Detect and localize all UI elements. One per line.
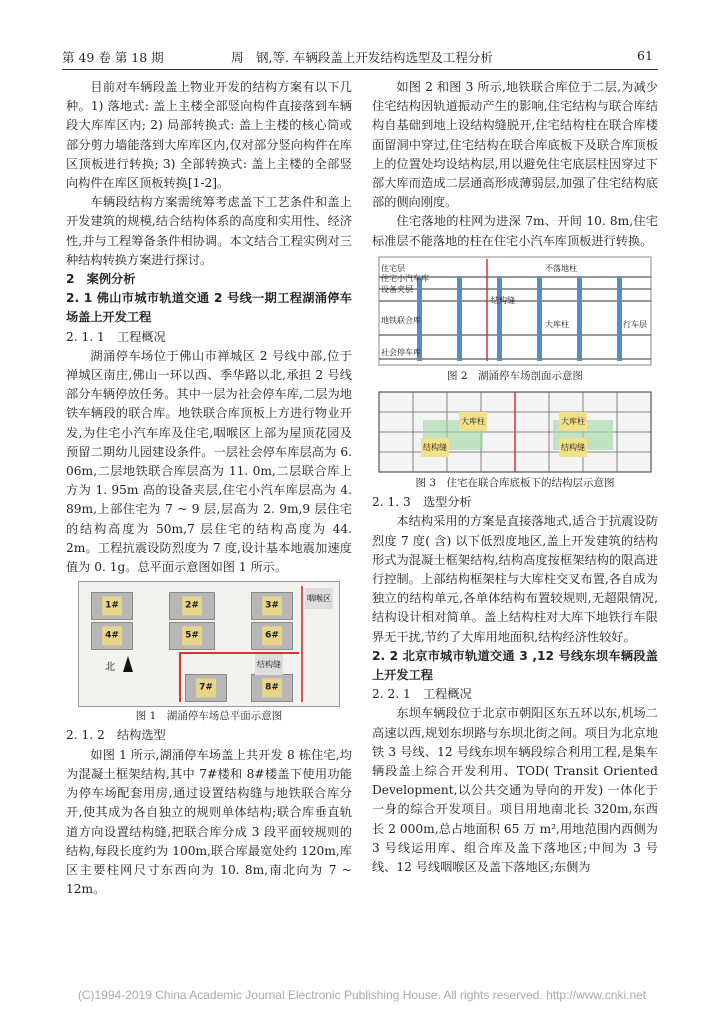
joint-label: 结构缝 <box>255 654 283 675</box>
label-joint-1: 结构缝 <box>421 438 449 457</box>
label-depot-column: 大库柱 <box>545 319 569 329</box>
figure-3-caption: 图 3 住宅在联合库底板下的结构层示意图 <box>415 477 615 490</box>
subsubsection-heading: 2. 2. 1 工程概况 <box>372 687 472 702</box>
building-1 <box>91 592 133 620</box>
running-title: 周 钢,等. 车辆段盖上开发结构选型及工程分析 <box>231 50 493 65</box>
building-7 <box>185 674 227 702</box>
label-public-parking: 社会停车库 <box>381 347 421 357</box>
label-joint: 结构缝 <box>491 295 515 305</box>
plan-diagram <box>377 390 653 474</box>
building-label: 2# <box>182 597 202 616</box>
page-number: 61 <box>637 48 653 63</box>
label-depot-column-1: 大库柱 <box>459 412 487 431</box>
north-arrow-icon <box>123 656 133 672</box>
figure-2-section <box>377 255 653 367</box>
label-car-garage: 住宅小汽车库 <box>381 273 429 283</box>
building-label: 5# <box>182 627 202 646</box>
paragraph: 如图 1 所示,湖涌停车场盖上共开发 8 栋住宅,均为混凝土框架结构,其中 7#楼和 8#楼盖下使用功能为停车场配套用房,通过设置结构缝与地铁联合库分开,使其成为各自独立的规则单体结构;联合库垂直轨道方向设置结构缝,把联合库分成 3 段平面较规则的结构,每段长度约为 100m,联合库最宽处约 120m,库区主要柱网尺寸东西向为 10. 8m,南北向为 7 ~ 12m。 <box>66 747 352 897</box>
building-4 <box>91 622 133 650</box>
header-rule <box>62 69 658 70</box>
paragraph: 本结构采用的方案是直接落地式,适合于抗震设防烈度 7 度( 含) 以下低烈度地区,盖上开发建筑的结构形式为混凝土框架结构,结构高度按框架结构的限高进行控制。上部结构框架柱与大库柱交叉布置,各自成为独立的结构单元,各单体结构布置较规则,无超限情况,结构设计相对简单。盖上结构柱对大库下地铁行车限界无干扰,节约了大库用地面积,结构经济性较好。 <box>372 514 658 644</box>
structural-joint-line-v <box>179 652 181 702</box>
label-joint-2: 结构缝 <box>559 438 587 457</box>
right-column <box>372 78 658 877</box>
paragraph: 目前对车辆段盖上物业开发的结构方案有以下几种。1) 落地式: 盖上主楼全部竖向构件直接落到车辆段大库库区内; 2) 局部转换式: 盖上主楼的核心筒或部分剪力墙能落到大库库区内,仅对部分竖向构件在库区顶板进行转换; 3) 全部转换式: 盖上主楼的全部竖向构件在库区顶板转换[1-2]。 <box>66 80 352 191</box>
building-label: 8# <box>262 679 282 698</box>
label-depot: 地铁联合库 <box>381 315 421 325</box>
building-label: 6# <box>262 627 282 646</box>
site-boundary <box>301 586 303 702</box>
left-column <box>66 78 352 899</box>
copyright-footer: (C)1994-2019 China Academic Journal Electronic Publishing House. All rights reserved. http://www.cnki.net <box>77 988 647 1002</box>
building-3 <box>251 592 293 620</box>
label-equipment: 设备夹层 <box>381 284 413 294</box>
building-5 <box>169 622 215 650</box>
throat-area-label: 咽喉区 <box>305 588 333 609</box>
figure-1-caption: 图 1 湖涌停车场总平面示意图 <box>135 710 283 723</box>
subsubsection-heading: 2. 1. 2 结构选型 <box>66 728 166 743</box>
building-label: 4# <box>102 627 122 646</box>
figure-3-plan <box>377 390 653 474</box>
paragraph: 车辆段结构方案需统筹考虑盖下工艺条件和盖上开发建筑的规模,结合结构体系的高度和实用性、经济性,并与工程筹备条件相协调。本文结合工程实例对三种结构转换方案进行探讨。 <box>66 195 352 267</box>
paragraph: 住宅落地的柱网为进深 7m、开间 10. 8m,住宅标准层不能落地的柱在住宅小汽车库顶板进行转换。 <box>372 214 658 248</box>
label-depot-column-2: 大库柱 <box>559 412 587 431</box>
paragraph: 东坝车辆段位于北京市朝阳区东五环以东,机场二高速以西,规划东坝路与东坝北街之间。项目为北京地铁 3 号线、12 号线东坝车辆段综合利用工程,是集车辆段盖上综合开发利用、TOD( Transit Oriented Development,以公共交通为导向的开发) 一体化于一身的综合开发项目。项目用地南北长 320m,东西长 2 000m,总占地面积 65 万 m²,用地范围内西侧为 3 号线运用库、组合库及盖下落地区;中间为 3 号线、12 号线咽喉区及盖下落地区;东侧为 <box>372 706 658 875</box>
paragraph: 湖涌停车场位于佛山市禅城区 2 号线中部,位于禅城区南庄,佛山一环以西、季华路以北,承担 2 号线部分车辆停放任务。其中一层为社会停车库,二层为地铁车辆段的联合库。地铁联合库顶板上方进行物业开发,为住宅小汽车库及住宅,咽喉区上部为屋顶花园及预留二期幼儿园建设条件。一层社会停车库层高为 6. 06m,二层地铁联合库层高为 11. 0m,二层联合库上方为 1. 95m 高的设备夹层,住宅小汽车库层高为 4. 89m,上部住宅为 7 ~ 9 层,层高为 2. 9m,9 层住宅的结构高度为 50m,7 层住宅的结构高度为 44. 2m。工程抗震设防烈度为 7 度,设计基本地震加速度值为 0. 1g。总平面示意图如图 1 所示。 <box>66 348 352 575</box>
subsection-heading: 2. 1 佛山市城市轨道交通 2 号线一期工程湖涌停车场盖上开发工程 <box>66 291 352 325</box>
section-heading: 2 案例分析 <box>66 272 136 287</box>
label-residential: 住宅层 <box>381 263 405 273</box>
building-6 <box>251 622 293 650</box>
building-label: 7# <box>196 679 216 698</box>
label-nonlanding-column: 不落地柱 <box>545 263 577 273</box>
building-label: 3# <box>262 597 282 616</box>
label-track-level: 行车层 <box>623 319 647 329</box>
north-label: 北 <box>105 662 115 674</box>
figure-1-site-plan <box>78 581 340 707</box>
subsection-heading: 2. 2 北京市城市轨道交通 3 ,12 号线东坝车辆段盖上开发工程 <box>372 648 658 683</box>
paragraph: 如图 2 和图 3 所示,地铁联合库位于二层,为减少住宅结构因轨道振动产生的影响,住宅结构与联合库结构自基础到地上设结构缝脱开,住宅结构柱在联合库楼面留洞中穿过,住宅结构在联合库底板下及联合库顶板上的位置处均设结构层,用以避免住宅底层柱因穿过下部大库而造成二层通高形成薄弱层,加强了住宅结构底部的侧向刚度。 <box>372 80 658 210</box>
building-2 <box>169 592 215 620</box>
subsubsection-heading: 2. 1. 1 工程概况 <box>66 329 166 344</box>
building-8 <box>251 674 293 702</box>
figure-2-caption: 图 2 湖涌停车场剖面示意图 <box>446 369 584 382</box>
journal-issue: 第 49 卷 第 18 期 <box>62 50 164 65</box>
building-label: 1# <box>102 597 122 616</box>
subsubsection-heading: 2. 1. 3 选型分析 <box>372 495 472 510</box>
